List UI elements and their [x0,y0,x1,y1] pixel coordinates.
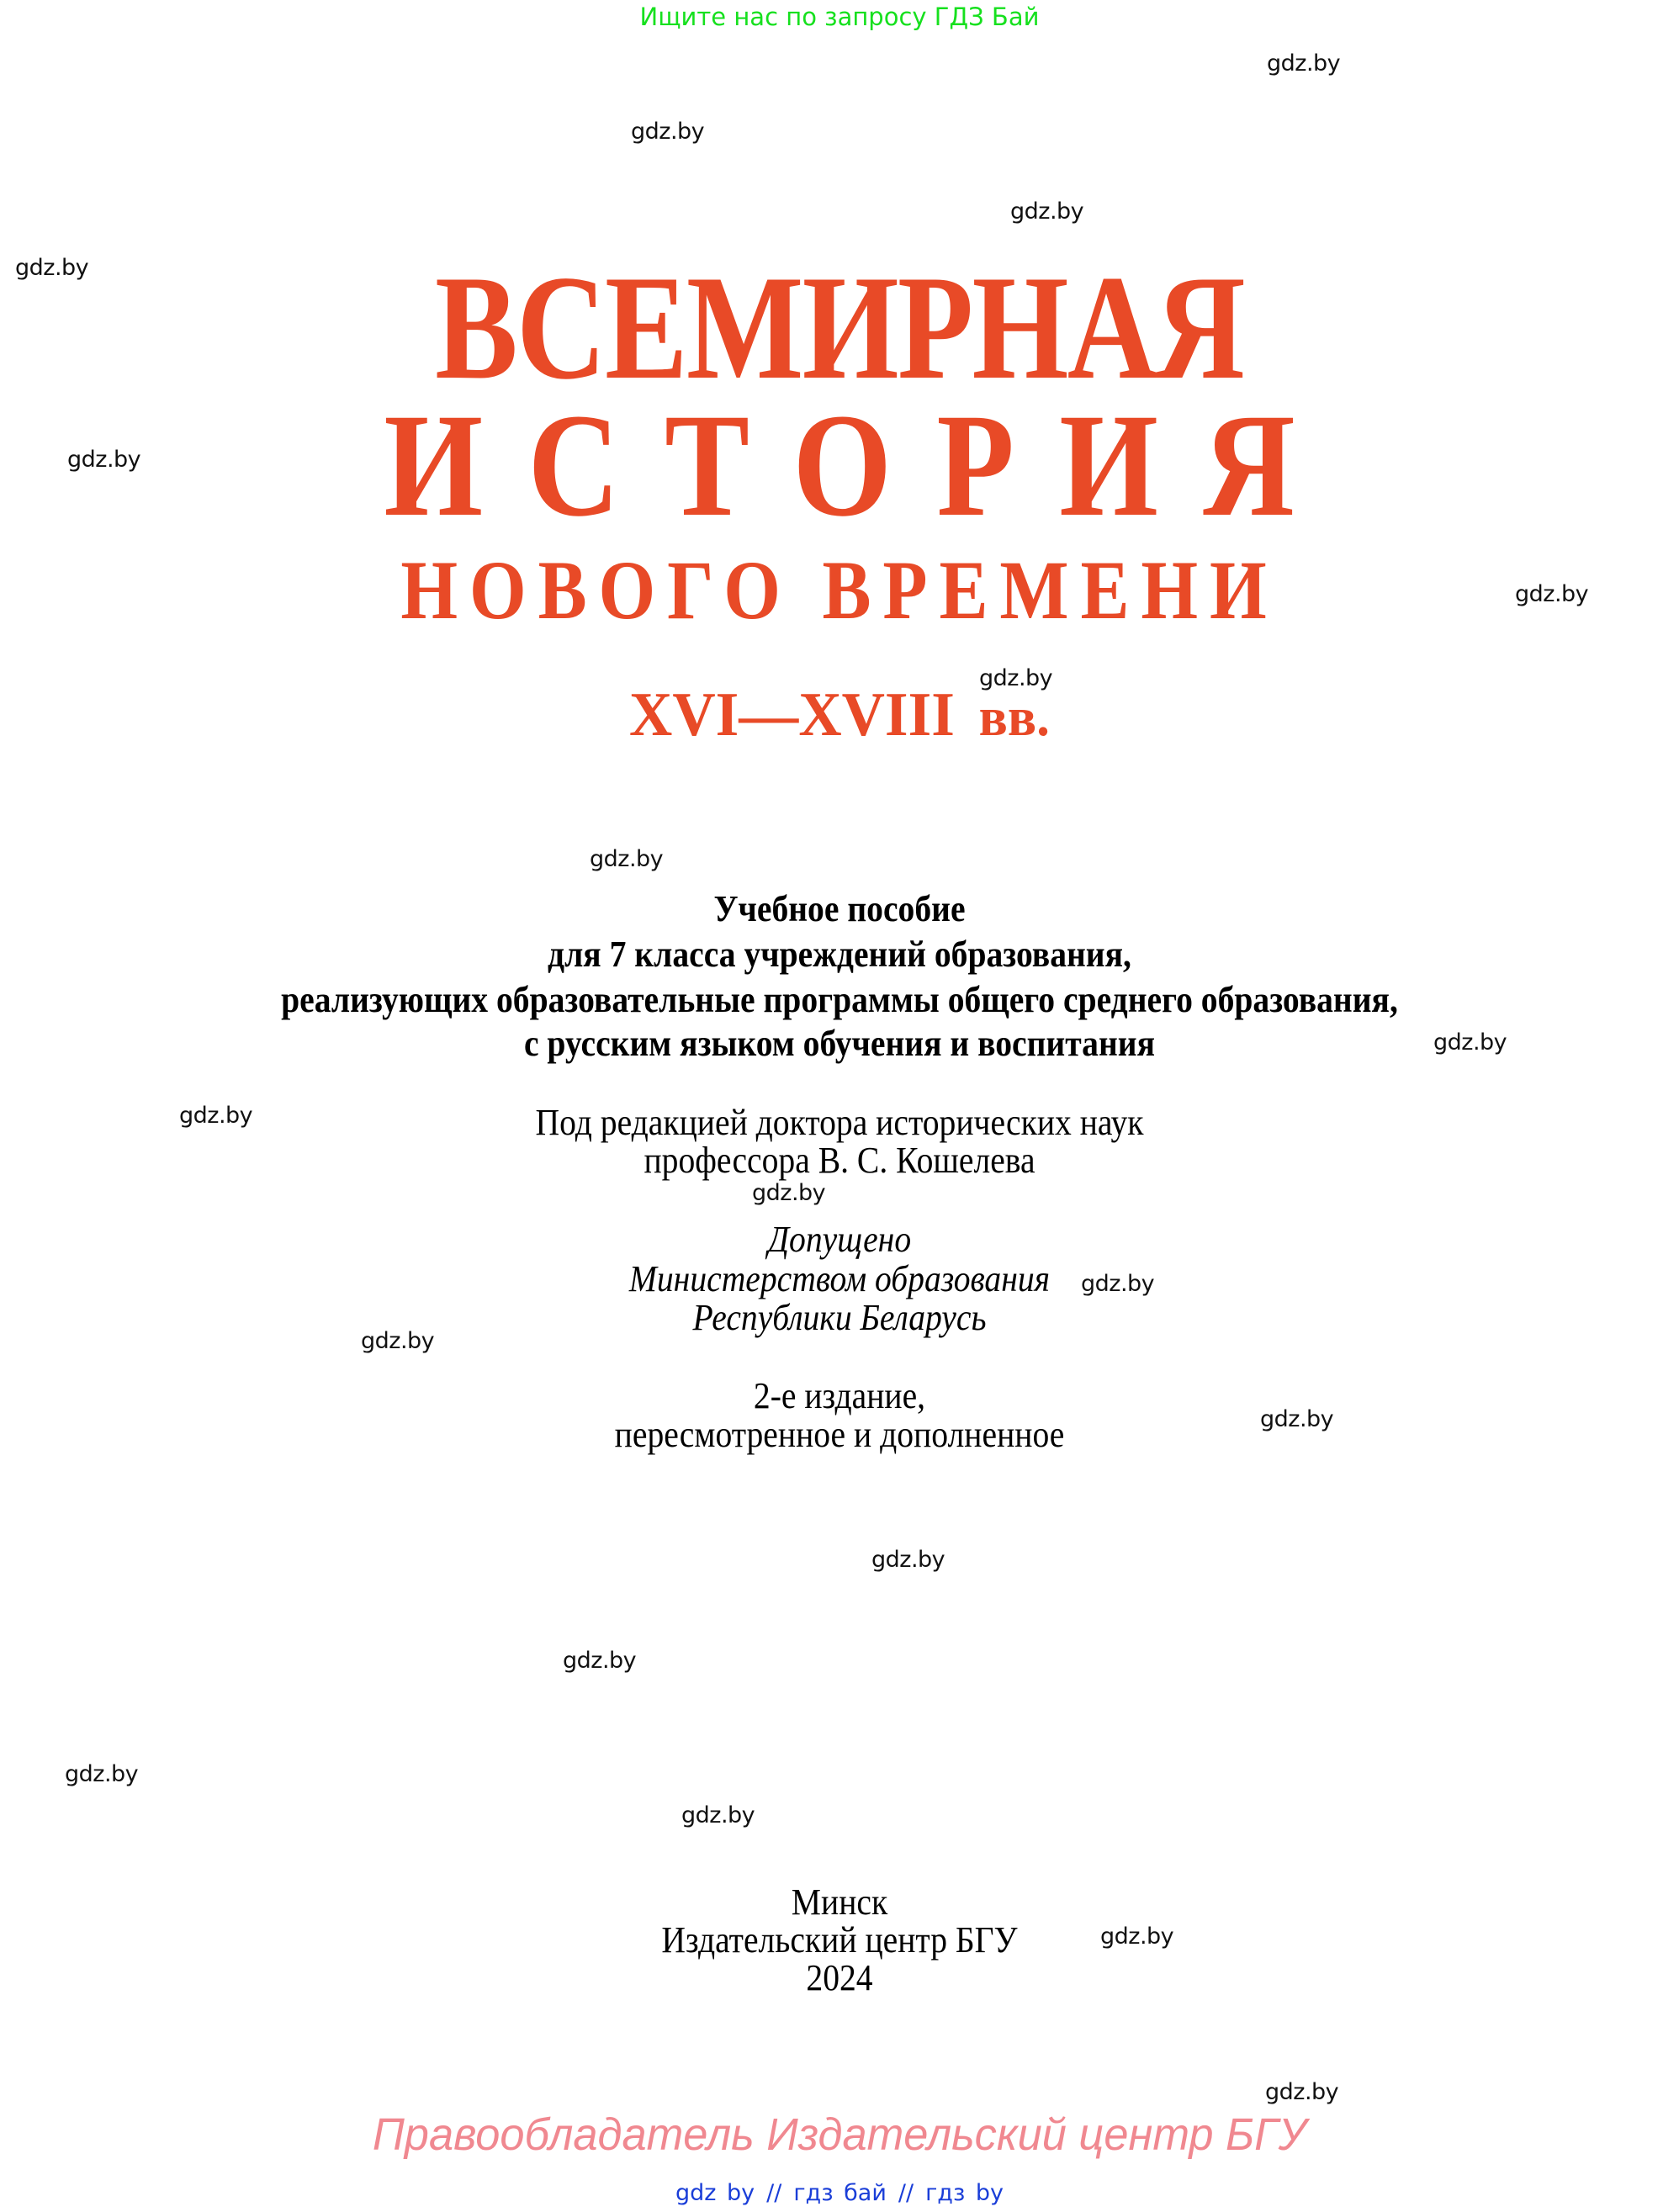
approval-line-1: Допущено [767,1219,912,1260]
gdz-watermark: gdz.by [871,1547,945,1573]
gdz-watermark: gdz.by [361,1328,435,1354]
gdz-watermark: gdz.by [179,1103,253,1129]
title-line-istoriya: ИСТОРИЯ [384,384,1340,548]
gdz-watermark: gdz.by [67,447,141,473]
search-hint-banner[interactable]: Ищите нас по запросу ГДЗ Бай [639,3,1040,31]
gdz-watermark: gdz.by [681,1802,755,1828]
gdz-watermark: gdz.by [979,665,1053,691]
gdz-watermark: gdz.by [563,1648,637,1674]
subtitle-line-2: для 7 класса учреждений образования, [548,934,1131,975]
gdz-watermark: gdz.by [1260,1406,1334,1432]
gdz-watermark: gdz.by [1265,2079,1339,2105]
gdz-watermark: gdz.by [590,846,664,872]
subtitle-line-1: Учебное пособие [713,888,966,929]
subtitle-line-3: реализующих образовательные программы общего среднего образования, [281,979,1398,1020]
editor-line-2: профессора В. С. Кошелева [644,1140,1035,1181]
gdz-watermark: gdz.by [1100,1924,1174,1950]
edition-line-2: пересмотренное и дополненное [614,1414,1065,1455]
footer-link-gdz-bai[interactable]: гдз бай [793,2180,887,2206]
gdz-watermark: gdz.by [1081,1271,1155,1297]
title-line-novogo-vremeni: НОВОГО ВРЕМЕНИ [400,543,1279,637]
imprint-publisher: Издательский центр БГУ [661,1919,1018,1961]
subtitle-line-4: с русским языком обучения и воспитания [523,1023,1156,1064]
footer-link-gdz-by[interactable]: gdz by [675,2180,755,2206]
gdz-watermark: gdz.by [1515,581,1589,607]
footer-link-gdz-by-cyr[interactable]: гдз by [925,2180,1004,2206]
gdz-watermark: gdz.by [1267,50,1341,77]
edition-line-1: 2-е издание, [753,1375,926,1416]
gdz-watermark: gdz.by [752,1180,826,1206]
period-suffix: вв. [978,686,1050,748]
title-line-vsemirnaya: ВСЕМИРНАЯ [435,244,1244,410]
approval-line-3: Республики Беларусь [692,1297,987,1338]
footer-separator: // [766,2180,782,2206]
footer-links [0,2180,1679,2207]
rights-holder-notice: Правообладатель Издательский центр БГУ [372,2109,1307,2160]
title-period [34,681,1645,751]
gdz-watermark: gdz.by [631,119,705,145]
gdz-watermark: gdz.by [65,1761,139,1787]
approval-line-2: Министерством образования [628,1258,1051,1299]
gdz-watermark: gdz.by [15,255,89,281]
editor-line-1: Под редакцией доктора исторических наук [535,1102,1144,1143]
gdz-watermark: gdz.by [1433,1029,1507,1056]
imprint-city: Минск [791,1881,888,1923]
period-range: XVI—XVIII [629,680,955,749]
footer-separator: // [898,2180,914,2206]
gdz-watermark: gdz.by [1010,198,1084,225]
imprint-year: 2024 [806,1957,873,1998]
